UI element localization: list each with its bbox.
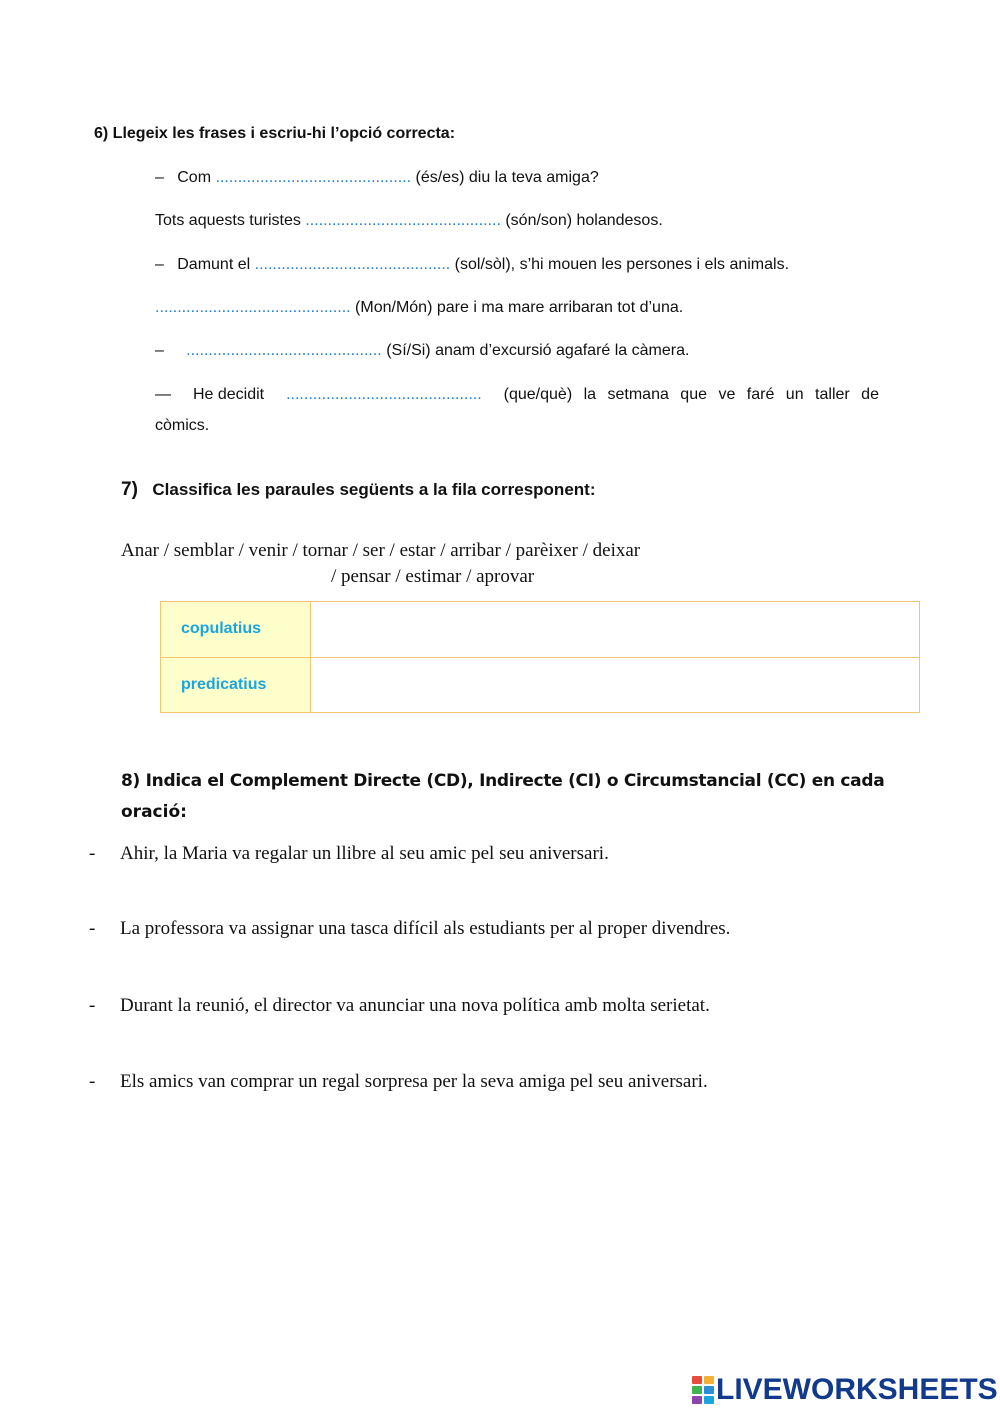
logo-text: LIVEWORKSHEETS <box>716 1373 998 1406</box>
answer-cell-predicatius[interactable] <box>311 657 920 713</box>
q6-sentence-4: ............................................ (Mon/Món) pare i ma mare arribaran tot d’una. <box>155 299 684 316</box>
bullet: - <box>89 1071 96 1092</box>
classification-table <box>160 601 920 713</box>
answer-cell-copulatius[interactable] <box>311 602 920 658</box>
q7-word-list-line-1: Anar / semblar / venir / tornar / ser / estar / arribar / parèixer / deixar <box>121 540 641 561</box>
answer-blank[interactable]: ............................................ <box>286 386 482 403</box>
sentence: Els amics van comprar un regal sorpresa per la seva amiga pel seu aniversari. <box>120 1071 708 1092</box>
bullet: - <box>89 995 96 1016</box>
q7-heading <box>121 479 595 501</box>
sentence: Ahir, la Maria va regalar un llibre al seu amic pel seu aniversari. <box>120 843 609 864</box>
table-row <box>161 602 920 658</box>
table-row <box>161 657 920 713</box>
bullet: - <box>89 843 96 864</box>
q7-title: Classifica les paraules següents a la fila corresponent: <box>152 480 596 499</box>
list-item <box>89 843 609 865</box>
q6-sentence-1: – Com ............................................ (és/es) diu la teva amiga? <box>155 169 599 186</box>
row-label-copulatius: copulatius <box>161 602 311 658</box>
q6-sentence-6-continued: còmics. <box>155 417 210 434</box>
logo-mark-icon <box>692 1376 714 1404</box>
answer-blank[interactable]: ............................................ <box>215 169 412 186</box>
dash: – <box>155 342 164 359</box>
answer-blank[interactable]: ............................................ <box>186 342 382 359</box>
row-label-predicatius: predicatius <box>161 657 311 713</box>
q8-title-line-1: 8) Indica el Complement Directe (CD), Indirecte (CI) o Circumstancial (CC) en cada <box>121 771 885 791</box>
q6-sentence-2: Tots aquests turistes ............................................ (són/son) holandesos. <box>155 212 663 229</box>
q6-sentence-5: – ............................................ (Sí/Si) anam d’excursió agafaré la càmera. <box>155 342 690 359</box>
answer-blank[interactable]: ............................................ <box>305 212 501 229</box>
answer-blank[interactable]: ............................................ <box>155 299 351 316</box>
sentence: Durant la reunió, el director va anunciar una nova política amb molta serietat. <box>120 995 710 1016</box>
dash: – <box>155 256 164 273</box>
answer-blank[interactable]: ............................................ <box>254 256 451 273</box>
liveworksheets-logo <box>692 1372 998 1408</box>
list-item <box>89 1071 708 1093</box>
q6-sentence-3: – Damunt el ............................................ (sol/sòl), s’hi mouen les persones i els animals. <box>155 256 790 273</box>
q6-sentence-6: — He decidit ............................................ (que/què) la setmana que ve faré un taller de <box>155 386 879 403</box>
q8-title-line-2: oració: <box>121 802 187 822</box>
q7-number: 7) <box>121 479 138 500</box>
sentence: La professora va assignar una tasca difícil als estudiants per al proper divendres. <box>120 918 731 939</box>
dash: — <box>155 386 171 403</box>
dash: – <box>155 169 164 186</box>
bullet: - <box>89 918 96 939</box>
q6-title: 6) Llegeix les frases i escriu-hi l’opció correcta: <box>94 125 456 142</box>
q7-word-list-line-2: / pensar / estimar / aprovar <box>331 566 535 587</box>
list-item <box>89 918 731 940</box>
list-item <box>89 995 710 1017</box>
